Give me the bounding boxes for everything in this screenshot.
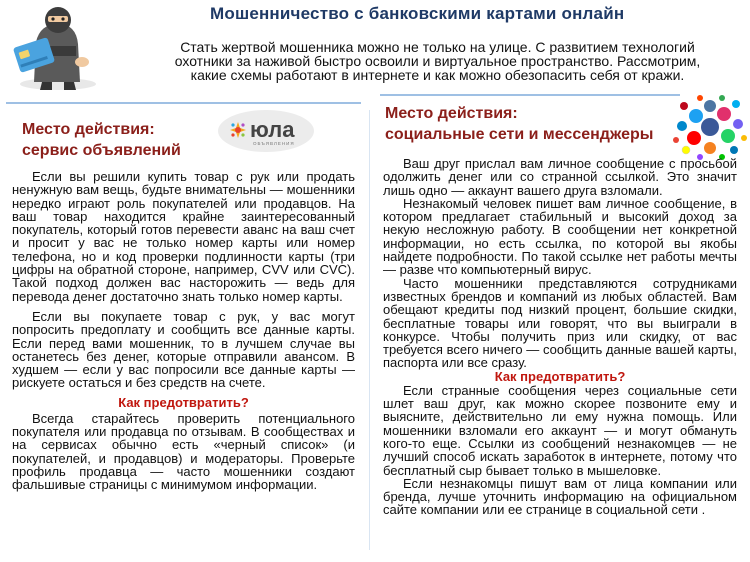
thief-with-card-icon (6, 2, 106, 92)
page-title: Мошенничество с банковскими картами онлайн (210, 4, 625, 23)
right-heading-line: социальные сети и мессенджеры (385, 126, 654, 143)
left-prevent-heading: Как предотвратить? (118, 394, 249, 410)
left-heading (22, 119, 222, 161)
right-column (383, 157, 737, 517)
column-separator (369, 110, 370, 550)
right-heading (385, 103, 685, 145)
intro-line: охотники за наживой быстро освоили и виртуальное пространство. Рассмотрим, (174, 53, 701, 69)
left-prevent-paragraph: Всегда старайтесь проверить потенциального покупателя или продавца по отзывам. В сообществах и на сервисах обычно есть «черный список» (и покупателей, и продавцов) и модераторы. Проверьте профиль продавца — часто мошенники создают фальшивые страницы с минимумом информации. (12, 410, 355, 493)
intro-line: Стать жертвой мошенника можно не только на улице. С развитием технологий (180, 39, 695, 55)
yula-logo-word: юла (250, 117, 295, 142)
right-paragraph: Ваш друг прислал вам личное сообщение с просьбой одолжить денег или со странной ссылкой. Это значит лишь одно — аккаунт вашего друга взломали. (383, 156, 737, 198)
right-paragraph: Часто мошенники представляются сотрудниками известных брендов и компаний из любых областей. Вам обещают кредиты под низкий процент, большие скидки, бесплатные товары или говорят, что вы выиграли в конкурсе. Чтобы получить приз или скидку, от вас требуется всего ничего — сообщить данные вашей карты, паспорта или все сразу. (383, 275, 737, 371)
intro-line: какие схемы работают в интернете и как можно обезопасить себя от кражи. (190, 67, 685, 83)
right-prevent-paragraph: Если незнакомцы пишут вам от лица компании или бренда, лучше уточнить информацию на официальном сайте компании или ее странице в социальной сети . (383, 475, 737, 518)
left-paragraph: Если вы решили купить товар с рук или продать ненужную вам вещь, будьте внимательны — мошенники нередко играют роль покупателей или продавцов. На ваш товар находится крайне заинтересованный покупатель, который готов перевести аванс на ваш счет и просит у вас не только номер карты или номер телефона, но и код проверки подлинности карты (три цифры на обратной стороне, например, CVV или CVC). Такой подход должен вас насторожить — ведь для перевода денег достаточно знать только номер карты. (12, 169, 355, 304)
right-prevent-paragraph: Если странные сообщения через социальные сети шлет ваш друг, как можно скорее позвоните ему и выясните, действительно ли ему нужна помощь. Или мошенники взломали его аккаунт — и могут обмануть кого-то еще. Ссылки из сообщений незнакомцев — не лучший способ искать заработок в интернете, потому что бесплатный сыр бывает только в мышеловке. (383, 382, 737, 478)
left-paragraph: Если вы покупаете товар с рук, у вас могут попросить предоплату и сообщить все данные карты. Если перед вами мошенник, то в лучшем случае вы останетесь без денег, которые отправили авансом. В худшем — если у вас попросили все данные карты — рискуете остаться и без средств на счете. (12, 308, 355, 391)
left-heading-line: Место действия: (22, 121, 155, 138)
intro-text (150, 40, 725, 82)
right-paragraph: Незнакомый человек пишет вам личное сообщение, в котором предлагает стабильный и высокий доход за некую несложную работу. В сообщении нет конкретной информации, но есть ссылка, по которой вы якобы найдете подробности. По такой ссылке нет работы мечты — разве что компьютерный вирус. (383, 195, 737, 278)
divider-right (380, 94, 680, 96)
divider-left (6, 102, 361, 104)
left-heading-line: сервис объявлений (22, 142, 181, 159)
right-heading-line: Место действия: (385, 105, 518, 122)
yula-logo-sub: ОБЪЯВЛЕНИЯ (253, 141, 295, 146)
left-column (12, 170, 355, 492)
social-media-icons-cluster (672, 92, 748, 162)
right-prevent-heading: Как предотвратить? (494, 368, 626, 384)
yula-logo (216, 108, 316, 154)
